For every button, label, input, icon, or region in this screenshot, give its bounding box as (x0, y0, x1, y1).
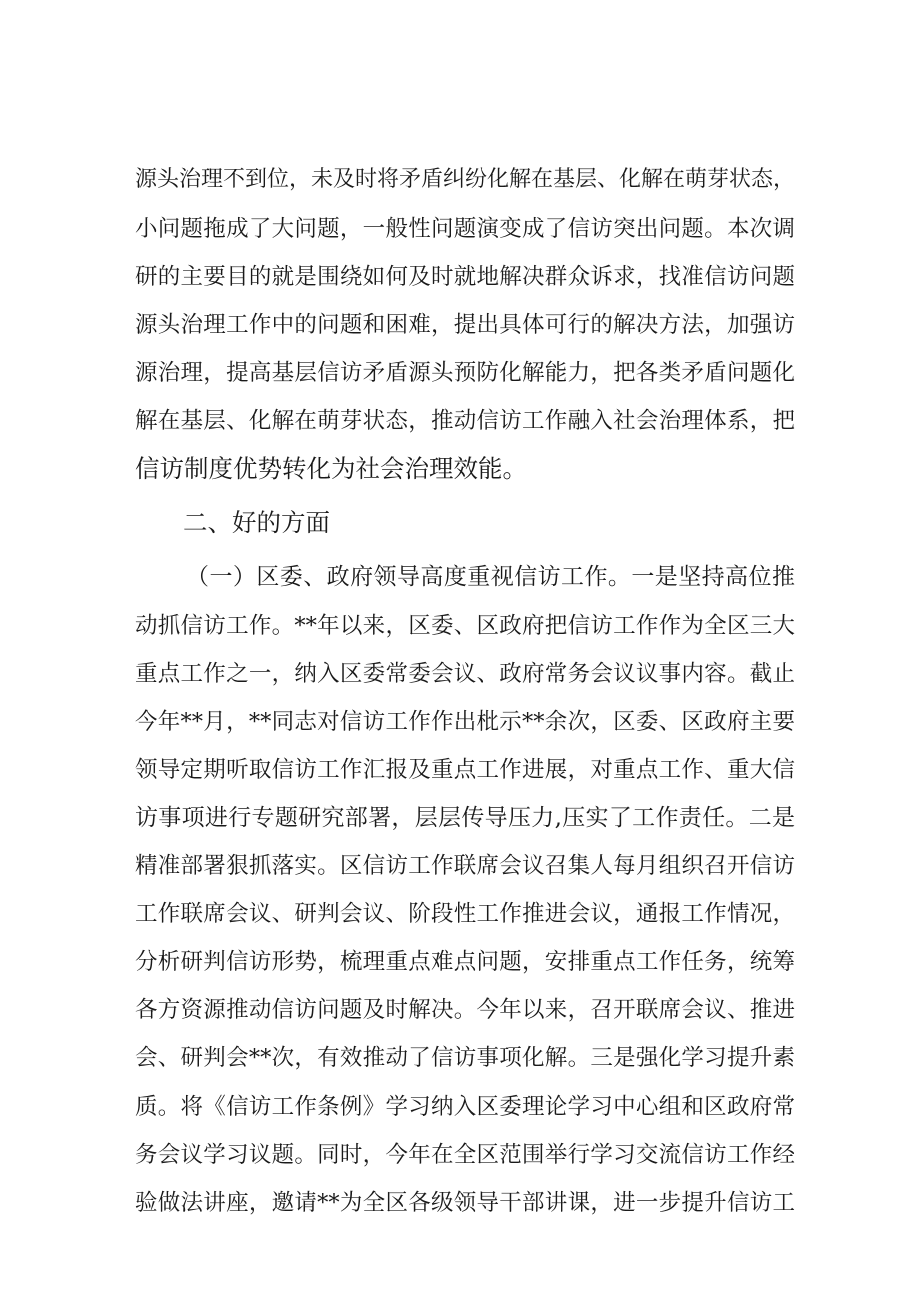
paragraph-line: 源头治理工作中的问题和困难，提出具体可行的解决方法，加强访 (135, 312, 795, 338)
paragraph-line: 质。将《信访工作条例》学习纳入区委理论学习中心组和区政府常 (135, 1094, 795, 1120)
paragraph-line: 研的主要目的就是围绕如何及时就地解决群众诉求，找准信访问题 (135, 264, 795, 290)
section-heading: 二、好的方面 (183, 508, 330, 537)
paragraph-line: 分析研判信访形势，梳理重点难点问题，安排重点工作任务，统筹 (135, 949, 795, 975)
paragraph-line: 源治理，提高基层信访矛盾源头预防化解能力，把各类矛盾问题化 (135, 360, 795, 386)
paragraph-line: 务会议学习议题。同时，今年在全区范围举行学习交流信访工作经 (135, 1142, 795, 1168)
paragraph-line: 各方资源推动信访问题及时解决。今年以来，召开联席会议、推进 (135, 997, 795, 1023)
paragraph-line: 解在基层、化解在萌芽状态，推动信访工作融入社会治理体系，把 (135, 408, 795, 434)
paragraph-line: 工作联席会议、研判会议、阶段性工作推进会议，通报工作情况， (135, 901, 795, 927)
paragraph-line: 验做法讲座，邀请**为全区各级领导干部讲课，进一步提升信访工 (135, 1190, 795, 1216)
paragraph-line: 访事项进行专题研究部署，层层传导压力,压实了工作责任。二是 (135, 805, 795, 831)
paragraph-line: 动抓信访工作。**年以来，区委、区政府把信访工作作为全区三大 (135, 613, 795, 639)
paragraph-line: 精准部署狠抓落实。区信访工作联席会议召集人每月组织召开信访 (135, 853, 795, 879)
paragraph-line: 源头治理不到位，未及时将矛盾纠纷化解在基层、化解在萌芽状态， (135, 167, 796, 192)
paragraph-line: 小问题拖成了大问题，一般性问题演变成了信访突出问题。本次调 (135, 216, 795, 242)
paragraph-line: （一）区委、政府领导高度重视信访工作。一是坚持高位推 (186, 564, 795, 590)
paragraph-line: 会、研判会**次，有效推动了信访事项化解。三是强化学习提升素 (135, 1045, 795, 1071)
paragraph-line: 重点工作之一，纳入区委常委会议、政府常务会议议事内容。截止 (135, 661, 795, 687)
paragraph-line: 今年**月，**同志对信访工作作出枇示**余次，区委、区政府主要 (135, 709, 795, 735)
paragraph-line: 领导定期听取信访工作汇报及重点工作进展，对重点工作、重大信 (135, 757, 795, 783)
paragraph-line: 信访制度优势转化为社会治理效能。 (135, 454, 527, 483)
